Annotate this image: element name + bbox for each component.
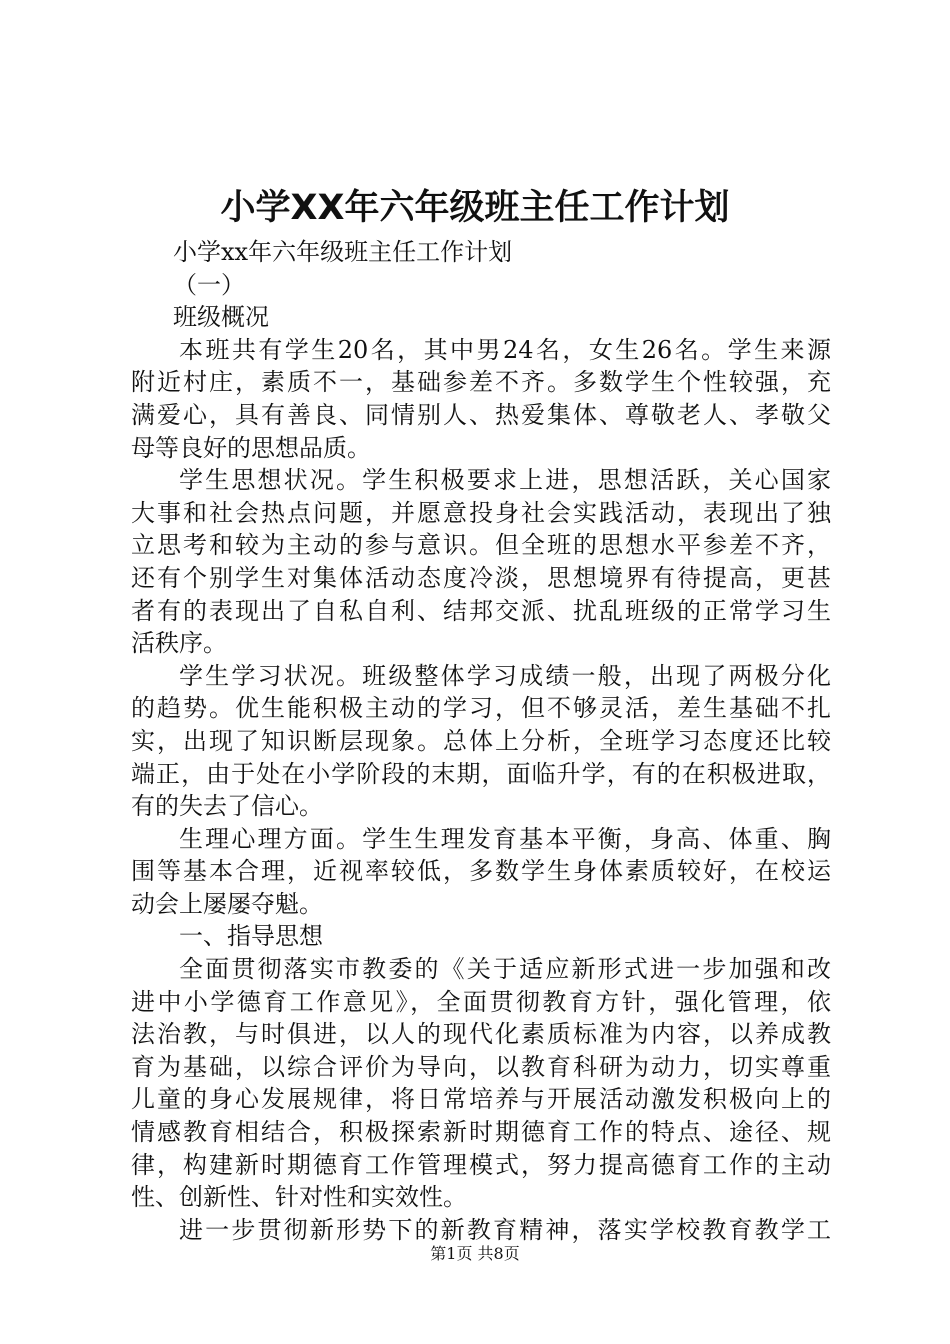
paragraph-line: 情感教育相结合，积极探索新时期德育工作的特点、途径、规 [131,1118,831,1147]
section-heading-line: 班级概况 [173,303,269,332]
paragraph-line: 母等良好的思想品质。 [131,433,371,462]
paragraph-line: 进中小学德育工作意见》，全面贯彻教育方针，强化管理，依 [131,987,831,1016]
paragraph-line: 端正，由于处在小学阶段的末期，面临升学，有的在积极进取， [131,759,831,788]
paragraph-line: 本班共有学生20名，其中男24名，女生26名。学生来源 [179,335,831,364]
paragraph-line: 动会上屡屡夺魁。 [131,889,323,918]
document-body [131,236,831,1246]
paragraph-line: 实，出现了知识断层现象。总体上分析，全班学习态度还比较 [131,726,831,755]
paragraph-line: 全面贯彻落实市教委的《关于适应新形式进一步加强和改 [179,955,831,984]
section-number-line: （一） [173,270,245,299]
paragraph-line: 满爱心，具有善良、同情别人、热爱集体、尊敬老人、孝敬父 [131,400,831,429]
page-footer: 第1页 共8页 [430,1244,520,1263]
paragraph-line: 活秩序。 [131,629,227,658]
paragraph-line: 进一步贯彻新形势下的新教育精神，落实学校教育教学工 [179,1215,831,1244]
paragraph-line: 立思考和较为主动的参与意识。但全班的思想水平参差不齐， [131,531,831,560]
paragraph-line: 生理心理方面。学生生理发育基本平衡，身高、体重、胸 [179,824,831,853]
paragraph-line: 学生思想状况。学生积极要求上进，思想活跃，关心国家 [179,466,831,495]
paragraph-line: 学生学习状况。班级整体学习成绩一般，出现了两极分化 [179,661,831,690]
paragraph-line: 的趋势。优生能积极主动的学习，但不够灵活，差生基础不扎 [131,694,831,723]
paragraph-line: 还有个别学生对集体活动态度冷淡，思想境界有待提高，更甚 [131,563,831,592]
paragraph-line: 者有的表现出了自私自利、结邦交派、扰乱班级的正常学习生 [131,596,831,625]
section-heading-line: 一、指导思想 [179,922,323,951]
subtitle-line: 小学xx年六年级班主任工作计划 [173,238,513,266]
paragraph-line: 育为基础，以综合评价为导向，以教育科研为动力，切实尊重 [131,1052,831,1081]
paragraph-line: 儿童的身心发展规律，将日常培养与开展活动激发积极向上的 [131,1085,831,1114]
paragraph-line: 性、创新性、针对性和实效性。 [131,1183,467,1212]
document-title: 小学XX年六年级班主任工作计划 [220,188,730,228]
paragraph-line: 大事和社会热点问题，并愿意投身社会实践活动，表现出了独 [131,498,831,527]
paragraph-line: 有的失去了信心。 [131,792,323,821]
paragraph-line: 律，构建新时期德育工作管理模式，努力提高德育工作的主动 [131,1150,831,1179]
paragraph-line: 法治教，与时俱进，以人的现代化素质标准为内容，以养成教 [131,1020,831,1049]
paragraph-line: 附近村庄，素质不一，基础参差不齐。多数学生个性较强，充 [131,368,831,397]
paragraph-line: 围等基本合理，近视率较低，多数学生身体素质较好，在校运 [131,857,831,886]
